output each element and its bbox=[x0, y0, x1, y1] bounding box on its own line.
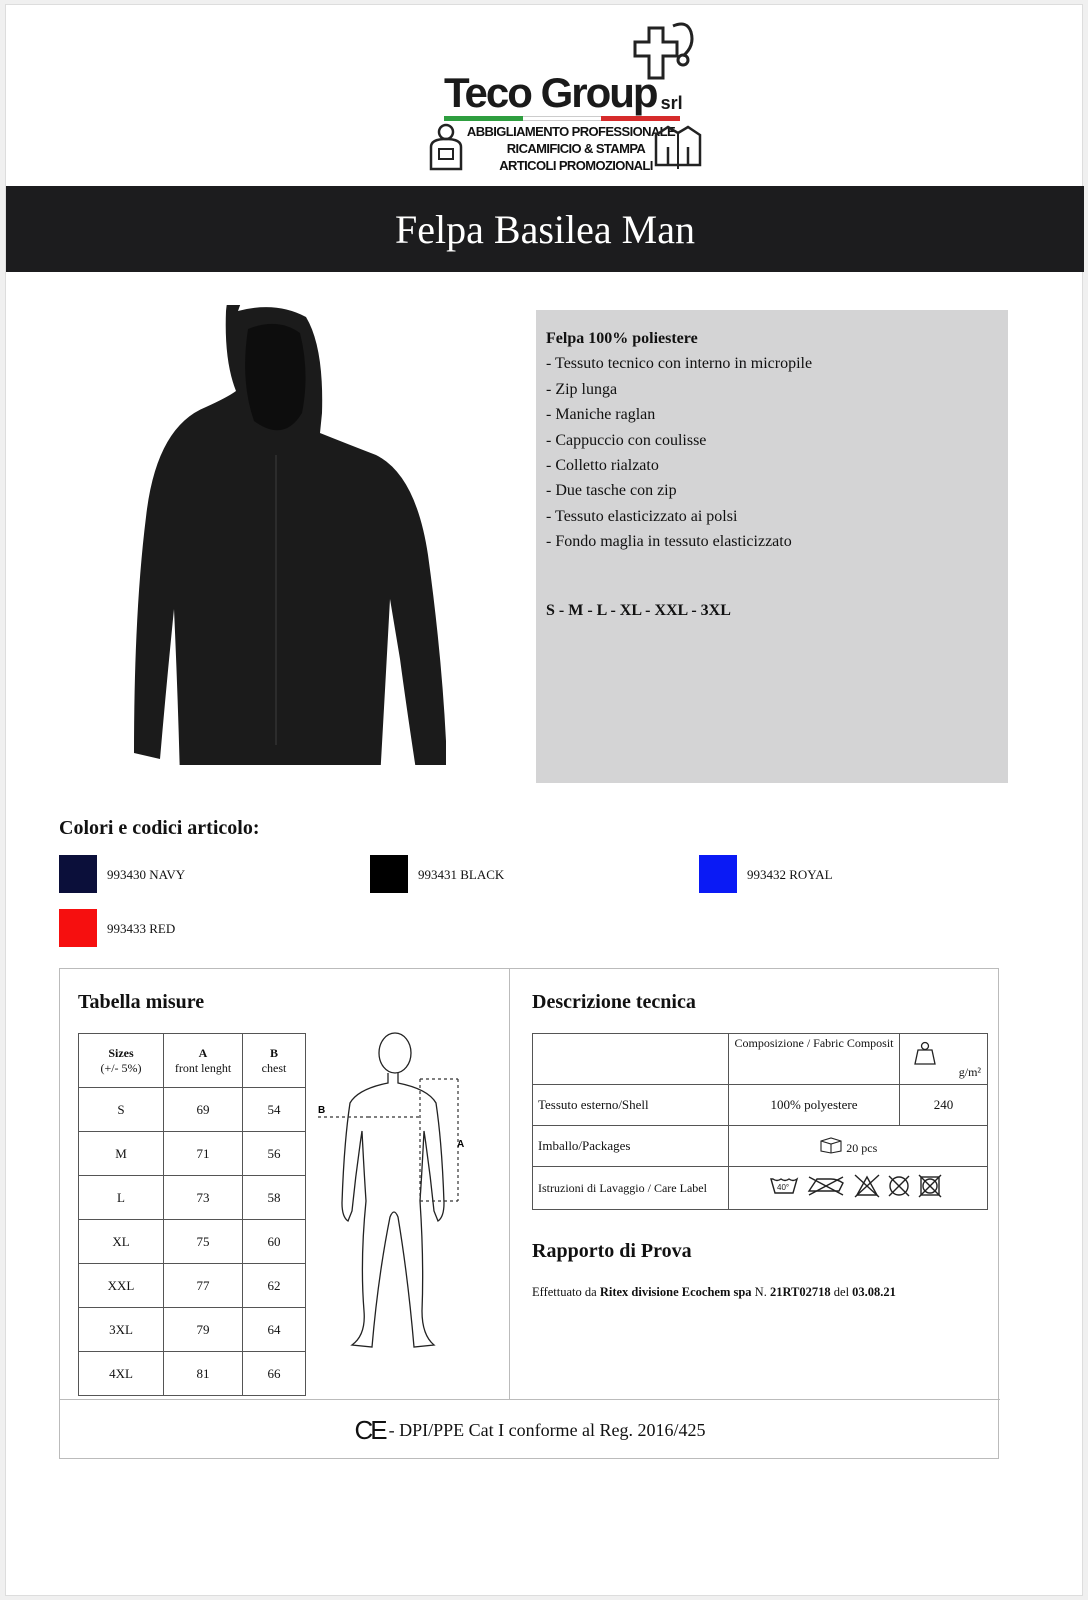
colour-code-red: 993433 RED bbox=[107, 921, 176, 936]
feature-item: - Zip lunga bbox=[546, 380, 618, 398]
ce-certification bbox=[60, 1400, 1000, 1460]
swatch-red bbox=[59, 909, 97, 947]
feature-item: - Colletto rialzato bbox=[546, 457, 659, 475]
feature-item: - Fondo maglia in tessuto elasticizzato bbox=[546, 533, 792, 551]
colour-code-navy: 993430 NAVY bbox=[107, 867, 186, 882]
certification-text: - DPI/PPE Cat I conforme al Reg. 2016/425 bbox=[388, 1419, 706, 1440]
specs-frame bbox=[59, 968, 999, 1459]
weight-unit: g/m² bbox=[958, 1065, 981, 1079]
body-measure-figure bbox=[310, 1029, 470, 1359]
jacket-icon bbox=[654, 123, 702, 171]
feature-item: - Due tasche con zip bbox=[546, 482, 677, 500]
feature-item: - Cappuccio con coulisse bbox=[546, 431, 707, 449]
table-row: Imballo/Packages 20 pcs bbox=[533, 1126, 988, 1167]
flag-white bbox=[523, 116, 602, 121]
swatch-black bbox=[370, 855, 408, 893]
feature-item: - Tessuto elasticizzato ai polsi bbox=[546, 507, 738, 525]
colours-title: Colori e codici articolo: bbox=[59, 817, 260, 839]
available-sizes: S - M - L - XL - XXL - 3XL bbox=[546, 601, 731, 619]
colour-code-black: 993431 BLACK bbox=[418, 867, 505, 882]
table-row: S 69 54 bbox=[79, 1088, 306, 1132]
ce-mark: CE bbox=[354, 1414, 385, 1445]
product-title: Felpa Basilea Man bbox=[6, 186, 1084, 272]
chest-header: B chest bbox=[243, 1034, 306, 1088]
table-row: Tessuto esterno/Shell 100% polyestere 240 bbox=[533, 1085, 988, 1126]
italian-flag-stripe bbox=[444, 116, 680, 121]
swatch-royal bbox=[699, 855, 737, 893]
report-title: Rapporto di Prova bbox=[532, 1240, 692, 1262]
table-row: 3XL 79 64 bbox=[79, 1308, 306, 1352]
weight-icon bbox=[912, 1040, 938, 1068]
table-row: Istruzioni di Lavaggio / Care Label 40° bbox=[533, 1167, 988, 1210]
table-row: M 71 56 bbox=[79, 1132, 306, 1176]
feature-heading: Felpa 100% poliestere bbox=[546, 330, 698, 347]
colour-code-royal: 993432 ROYAL bbox=[747, 867, 833, 882]
flag-red bbox=[601, 116, 680, 121]
package-box-icon bbox=[819, 1136, 843, 1154]
table-row: L 73 58 bbox=[79, 1176, 306, 1220]
size-table bbox=[78, 1033, 306, 1396]
care-symbols-icon bbox=[769, 1173, 945, 1199]
feature-item: - Tessuto tecnico con interno in micropile bbox=[546, 355, 813, 373]
flag-green bbox=[444, 116, 523, 121]
tech-title: Descrizione tecnica bbox=[532, 991, 696, 1013]
feature-item: - Maniche raglan bbox=[546, 406, 656, 424]
swatch-navy bbox=[59, 855, 97, 893]
size-header: Sizes (+/- 5%) bbox=[79, 1034, 164, 1088]
size-table-title: Tabella misure bbox=[78, 991, 205, 1013]
feature-list bbox=[536, 310, 1008, 783]
measure-label-b: B bbox=[318, 1105, 326, 1116]
brand-tagline: ABBIGLIAMENTO PROFESSIONALE RICAMIFICIO & STAMPA ARTICOLI PROMOZIONALI bbox=[466, 124, 676, 173]
hoodie-photo bbox=[126, 305, 446, 765]
table-row: XXL 77 62 bbox=[79, 1264, 306, 1308]
datasheet-page bbox=[5, 4, 1083, 1596]
brand-name: Teco Group srl bbox=[444, 69, 683, 116]
table-row: 4XL 81 66 bbox=[79, 1352, 306, 1396]
report-details: Effettuato da Ritex divisione Ecochem spa N. 21RT02718 del 03.08.21 bbox=[532, 1285, 896, 1299]
tech-table bbox=[532, 1033, 988, 1210]
measure-label-a: A bbox=[457, 1139, 465, 1150]
front-length-header: A front lenght bbox=[164, 1034, 243, 1088]
company-logo bbox=[426, 20, 726, 180]
composition-header: Composizione / Fabric Composit bbox=[729, 1034, 900, 1085]
table-row: XL 75 60 bbox=[79, 1220, 306, 1264]
wash-temp: 40° bbox=[777, 1183, 790, 1192]
